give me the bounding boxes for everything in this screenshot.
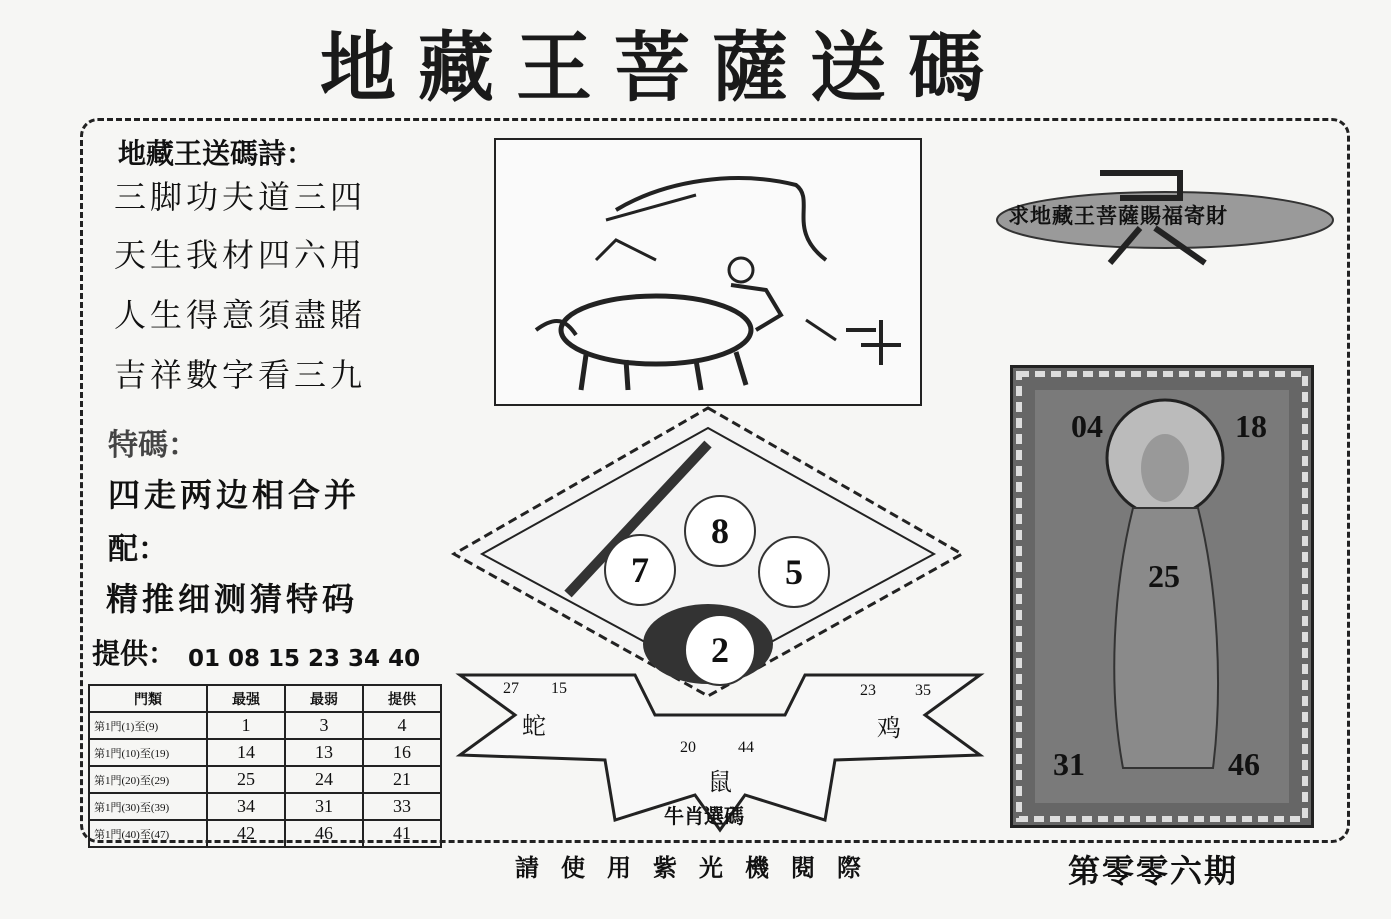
table-header: 提供 [363, 685, 441, 712]
footer-note: 請使用紫光機閱際 [515, 853, 883, 882]
special-text: 四走两边相合并 [108, 476, 361, 514]
table-cell: 13 [285, 739, 363, 766]
table-cell: 第1門(40)至(47) [89, 820, 207, 847]
zodiac-snake: 蛇 [522, 712, 546, 740]
poem-line-1: 三脚功夫道三四 [114, 178, 367, 216]
pair-text: 精推细测猜特码 [106, 580, 359, 618]
table-row [89, 739, 441, 766]
table-header: 門類 [89, 685, 207, 712]
table-header-row [89, 685, 441, 712]
number-ball: 5 [758, 536, 830, 608]
number-ball: 2 [684, 614, 756, 686]
table-cell: 31 [285, 793, 363, 820]
poem-line-4: 吉祥數字看三九 [114, 356, 367, 394]
table-cell: 46 [285, 820, 363, 847]
zodiac-number: 20 [680, 739, 696, 756]
table-cell: 33 [363, 793, 441, 820]
statue-number: 31 [1053, 746, 1085, 782]
table-header: 最强 [207, 685, 285, 712]
table-cell: 42 [207, 820, 285, 847]
table-cell: 第1門(10)至(19) [89, 739, 207, 766]
table-cell: 1 [207, 712, 285, 739]
table-cell: 4 [363, 712, 441, 739]
table-header: 最弱 [285, 685, 363, 712]
number-ball: 7 [604, 534, 676, 606]
badge-text: 求地藏王菩薩賜福寄財 [1008, 203, 1228, 228]
table-cell: 第1門(30)至(39) [89, 793, 207, 820]
table-cell: 21 [363, 766, 441, 793]
statue-number: 46 [1228, 746, 1260, 782]
page-title: 地藏王菩薩送碼 [320, 23, 1006, 112]
poem-line-2: 天生我材四六用 [114, 236, 367, 274]
zodiac-rooster: 鸡 [877, 714, 901, 742]
zodiac-number: 35 [915, 682, 931, 699]
zodiac-number: 27 [503, 680, 519, 697]
table-cell: 25 [207, 766, 285, 793]
range-table [88, 684, 442, 848]
zodiac-caption: 牛肖選碼 [664, 804, 744, 828]
table-cell: 第1門(20)至(29) [89, 766, 207, 793]
poem-heading: 地藏王送碼詩： [118, 137, 315, 170]
statue-number: 18 [1235, 408, 1267, 444]
table-cell: 16 [363, 739, 441, 766]
zodiac-number: 44 [738, 739, 754, 756]
table-row [89, 766, 441, 793]
zodiac-number: 23 [860, 682, 876, 699]
statue-number: 04 [1071, 408, 1103, 444]
table-row [89, 820, 441, 847]
ksitigarbha-statue-panel [1010, 365, 1314, 828]
pair-label: 配： [108, 532, 168, 567]
table-cell: 34 [207, 793, 285, 820]
statue-number: 25 [1148, 558, 1180, 594]
provide-label: 提供： [92, 637, 177, 670]
table-cell: 第1門(1)至(9) [89, 712, 207, 739]
table-cell: 41 [363, 820, 441, 847]
table-row [89, 712, 441, 739]
table-row [89, 793, 441, 820]
ox-rider-sketch [496, 140, 920, 404]
poem-line-3: 人生得意須盡賭 [114, 296, 367, 334]
number-ball: 8 [684, 495, 756, 567]
table-cell: 3 [285, 712, 363, 739]
zodiac-rat: 鼠 [708, 768, 732, 796]
table-cell: 14 [207, 739, 285, 766]
provide-numbers: 01 08 15 23 34 40 [188, 646, 421, 672]
issue-number: 第零零六期 [1068, 852, 1239, 890]
table-cell: 24 [285, 766, 363, 793]
special-label: 特碼： [108, 428, 198, 463]
zodiac-number: 15 [551, 680, 567, 697]
ox-rider-painting [494, 138, 922, 406]
